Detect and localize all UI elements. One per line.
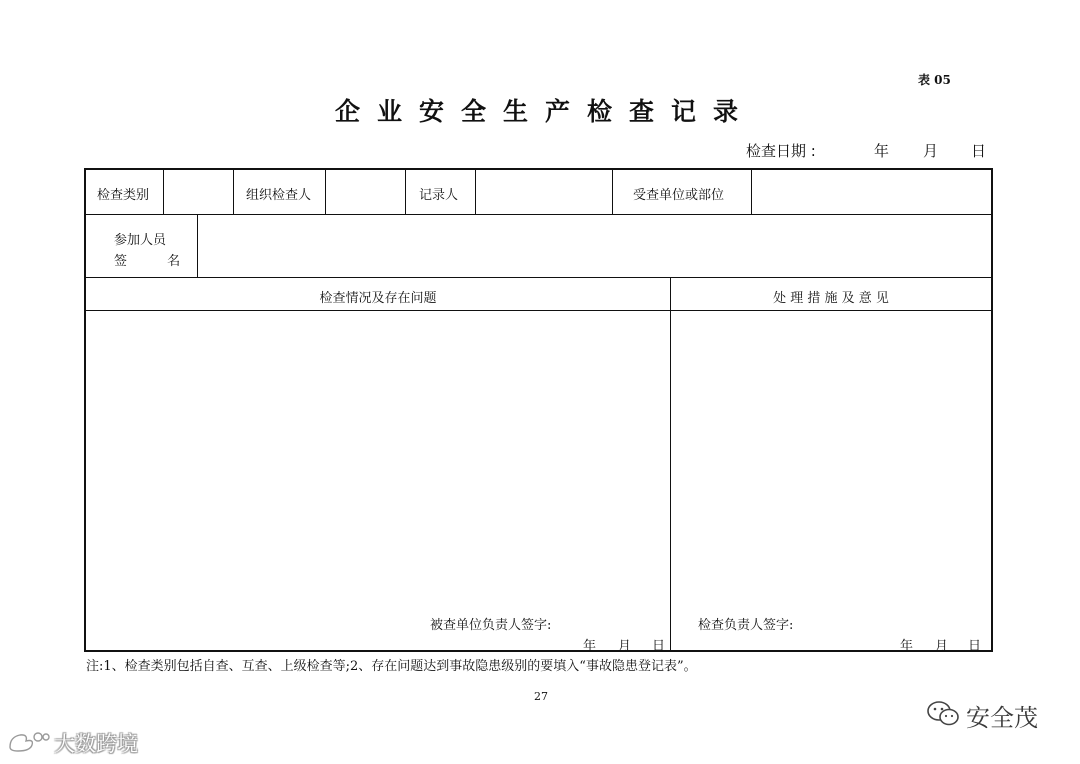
participants-label-line2: 签 名 — [114, 254, 199, 269]
wechat-icon — [926, 700, 960, 732]
row-divider — [86, 214, 991, 215]
weibo-icon — [6, 729, 50, 757]
check-date-label: 检查日期 : — [746, 142, 816, 160]
participants-label-line1: 参加人员 — [114, 233, 167, 248]
row-divider — [86, 310, 991, 311]
inspection-record-table — [84, 168, 993, 652]
inspector-signature-label: 检查负责人签字: — [698, 618, 794, 633]
check-date-year: 年 — [874, 142, 890, 160]
recorder-label: 记录人 — [419, 188, 459, 203]
page-title: 企业安全生产检查记录 — [334, 97, 755, 126]
participants-signature-field[interactable] — [199, 216, 989, 276]
check-date-month: 月 — [923, 142, 939, 160]
right-sign-year: 年 — [900, 639, 914, 654]
check-type-field[interactable] — [165, 172, 232, 212]
right-sign-month: 月 — [935, 639, 949, 654]
measures-opinions-header: 处 理 措 施 及 意 见 — [773, 291, 889, 306]
watermark-left-text: 大数跨境 — [54, 732, 138, 756]
organizer-field[interactable] — [327, 172, 404, 212]
left-sign-year: 年 — [583, 639, 597, 654]
watermark-right-text: 安全茂 — [966, 704, 1038, 732]
inspected-unit-signature-label: 被查单位负责人签字: — [430, 618, 552, 633]
measures-opinions-area[interactable] — [673, 312, 989, 602]
col-divider — [475, 170, 476, 214]
col-divider — [233, 170, 234, 214]
inspection-issues-area[interactable] — [88, 312, 668, 602]
col-divider — [751, 170, 752, 214]
check-date-day: 日 — [971, 142, 987, 160]
page-number: 27 — [534, 690, 548, 703]
left-sign-day: 日 — [652, 639, 666, 654]
organizer-label: 组织检查人 — [246, 188, 312, 203]
check-type-label: 检查类别 — [97, 188, 150, 203]
right-sign-day: 日 — [968, 639, 982, 654]
inspection-issues-header: 检查情况及存在问题 — [319, 291, 437, 306]
watermark-left — [6, 728, 138, 758]
watermark-right — [926, 698, 1038, 733]
col-divider — [670, 277, 671, 650]
col-divider — [612, 170, 613, 214]
inspected-unit-label: 受查单位或部位 — [633, 188, 725, 203]
form-number: 表 05 — [918, 73, 951, 87]
col-divider — [325, 170, 326, 214]
row-divider — [86, 277, 991, 278]
col-divider — [163, 170, 164, 214]
footnote: 注:1、检查类别包括自查、互查、上级检查等;2、存在问题达到事故隐患级别的要填入“事故隐患登记表”。 — [86, 659, 697, 674]
inspected-unit-field[interactable] — [753, 172, 989, 212]
col-divider — [405, 170, 406, 214]
recorder-field[interactable] — [477, 172, 611, 212]
left-sign-month: 月 — [618, 639, 632, 654]
